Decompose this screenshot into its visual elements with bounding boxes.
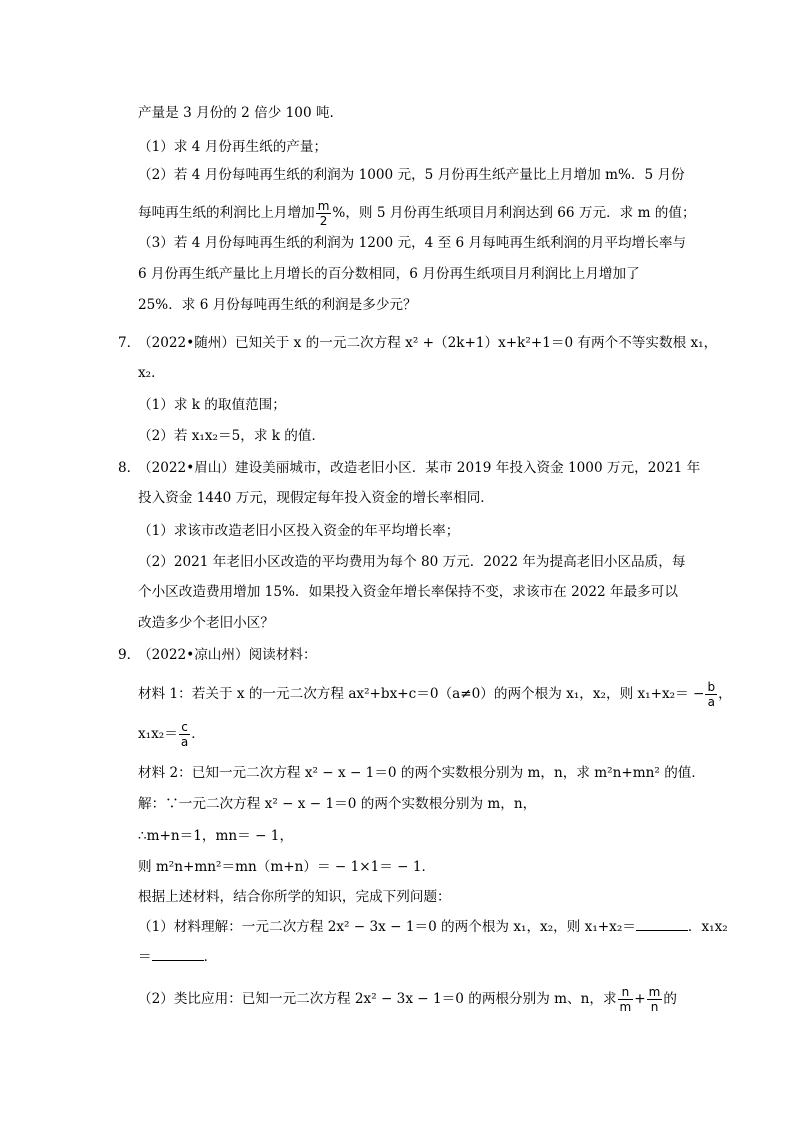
question-number: 7． [118, 335, 141, 351]
fraction-denominator: m [619, 1000, 632, 1014]
subquestion-7-2: （2）若 x₁x₂＝5，求 k 的值． [138, 428, 326, 444]
plus-sign: + [634, 991, 646, 1007]
subquestion-7-1: （1）求 k 的取值范围； [138, 397, 286, 413]
answer-blank [152, 948, 204, 961]
subquestion-9-1 [138, 918, 728, 936]
question-number: 8． [118, 460, 141, 476]
fraction-numerator: m [317, 199, 330, 213]
subquestion-8-2: （2）2021 年老旧小区改造的平均费用为每个 80 万元．2022 年为提高老旧小区品质，每 [138, 554, 686, 570]
text-fragment: ． [203, 949, 218, 965]
subquestion-9-2 [138, 985, 677, 1014]
question-8-stem: （2022•眉山）建设美丽城市，改造老旧小区．某市 2019 年投入资金 1000 万元，2021 年 [138, 460, 701, 476]
material-2: 材料 2：已知一元二次方程 x² − x − 1＝0 的两个实数根分别为 m，n，求 m²n+mn² 的值． [138, 765, 705, 781]
text-line: 投入资金 1440 万元，现假定每年投入资金的增长率相同． [138, 490, 494, 506]
solution-line: 则 m²n+mn²＝mn（m+n）＝ − 1×1＝ − 1． [138, 859, 436, 875]
instruction-line: 根据上述材料，结合你所学的知识，完成下列问题： [138, 889, 451, 905]
text-fragment: 每吨再生纸的利润比上月增加 [138, 205, 315, 221]
text-line: 产量是 3 月份的 2 倍少 100 吨. [138, 105, 334, 121]
text-line: 改造多少个老旧小区？ [138, 615, 274, 631]
fraction-numerator: m [648, 985, 661, 999]
text-fragment: ． [191, 726, 205, 742]
fraction-numerator: c [179, 720, 190, 735]
fraction [316, 199, 332, 228]
text-fragment: ．x₁x₂ [687, 919, 728, 935]
text-fragment: x₁x₂＝ [138, 726, 178, 742]
text-fragment: （2）类比应用：已知一元二次方程 2x² − 3x − 1＝0 的两根分别为 m、n，求 [138, 991, 617, 1007]
subquestion-6-3: （3）若 4 月份每吨再生纸的利润为 1200 元，4 至 6 月每吨再生纸利润的月平均增长率与 [138, 235, 687, 251]
text-line: 个小区改造费用增加 15%．如果投入资金年增长率保持不变，求该市在 2022 年最多可以 [138, 584, 678, 600]
text-line [138, 948, 217, 966]
material-1 [138, 680, 732, 709]
subquestion-8-1: （1）求该市改造老旧小区投入资金的年平均增长率； [138, 523, 460, 539]
text-fragment: 的 [663, 991, 677, 1007]
answer-blank [636, 918, 688, 931]
text-line [138, 199, 696, 228]
fraction-numerator: b [707, 680, 716, 694]
text-fragment: %，则 5 月份再生纸项目月利润达到 66 万元．求 m 的值； [332, 205, 696, 221]
solution-line: 解：∵一元二次方程 x² − x − 1＝0 的两个实数根分别为 m，n， [138, 796, 537, 812]
question-9-stem: （2022•凉山州）阅读材料： [138, 647, 317, 663]
fraction [647, 985, 663, 1014]
fraction-numerator: n [618, 985, 634, 1000]
text-line [138, 720, 205, 749]
question-number: 9． [118, 647, 141, 663]
text-fragment: ＝ [138, 949, 152, 965]
solution-line: ∴m+n＝1，mn＝ − 1， [138, 828, 294, 844]
text-fragment: 材料 1：若关于 x 的一元二次方程 ax²+bx+c＝0（a≠0）的两个根为 x₁，x₂，则 x₁+x₂＝ − [138, 686, 705, 702]
question-7-stem: （2022•随州）已知关于 x 的一元二次方程 x² +（2k+1）x+k²+1＝0 有两个不等实数根 x₁， [138, 335, 718, 351]
subquestion-6-2: （2）若 4 月份每吨再生纸的利润为 1000 元，5 月份再生纸产量比上月增加 m%．5 月份 [138, 167, 685, 183]
fraction [179, 720, 190, 749]
subquestion-6-1: （1）求 4 月份再生纸的产量； [138, 139, 328, 155]
fraction-denominator: a [180, 735, 189, 749]
fraction [705, 680, 717, 709]
fraction-denominator: n [650, 1000, 659, 1014]
text-line: 6 月份再生纸产量比上月增长的百分数相同，6 月份再生纸项目月利润比上月增加了 [138, 266, 640, 282]
fraction-denominator: 2 [319, 214, 328, 228]
text-fragment: （1）材料理解：一元二次方程 2x² − 3x − 1＝0 的两个根为 x₁，x₂，则 x₁+x₂＝ [138, 919, 636, 935]
text-line: x₂． [138, 365, 165, 381]
fraction-denominator: a [707, 695, 715, 709]
text-fragment: ， [718, 686, 732, 702]
fraction [618, 985, 634, 1014]
text-line: 25%．求 6 月份每吨再生纸的利润是多少元？ [138, 297, 417, 313]
